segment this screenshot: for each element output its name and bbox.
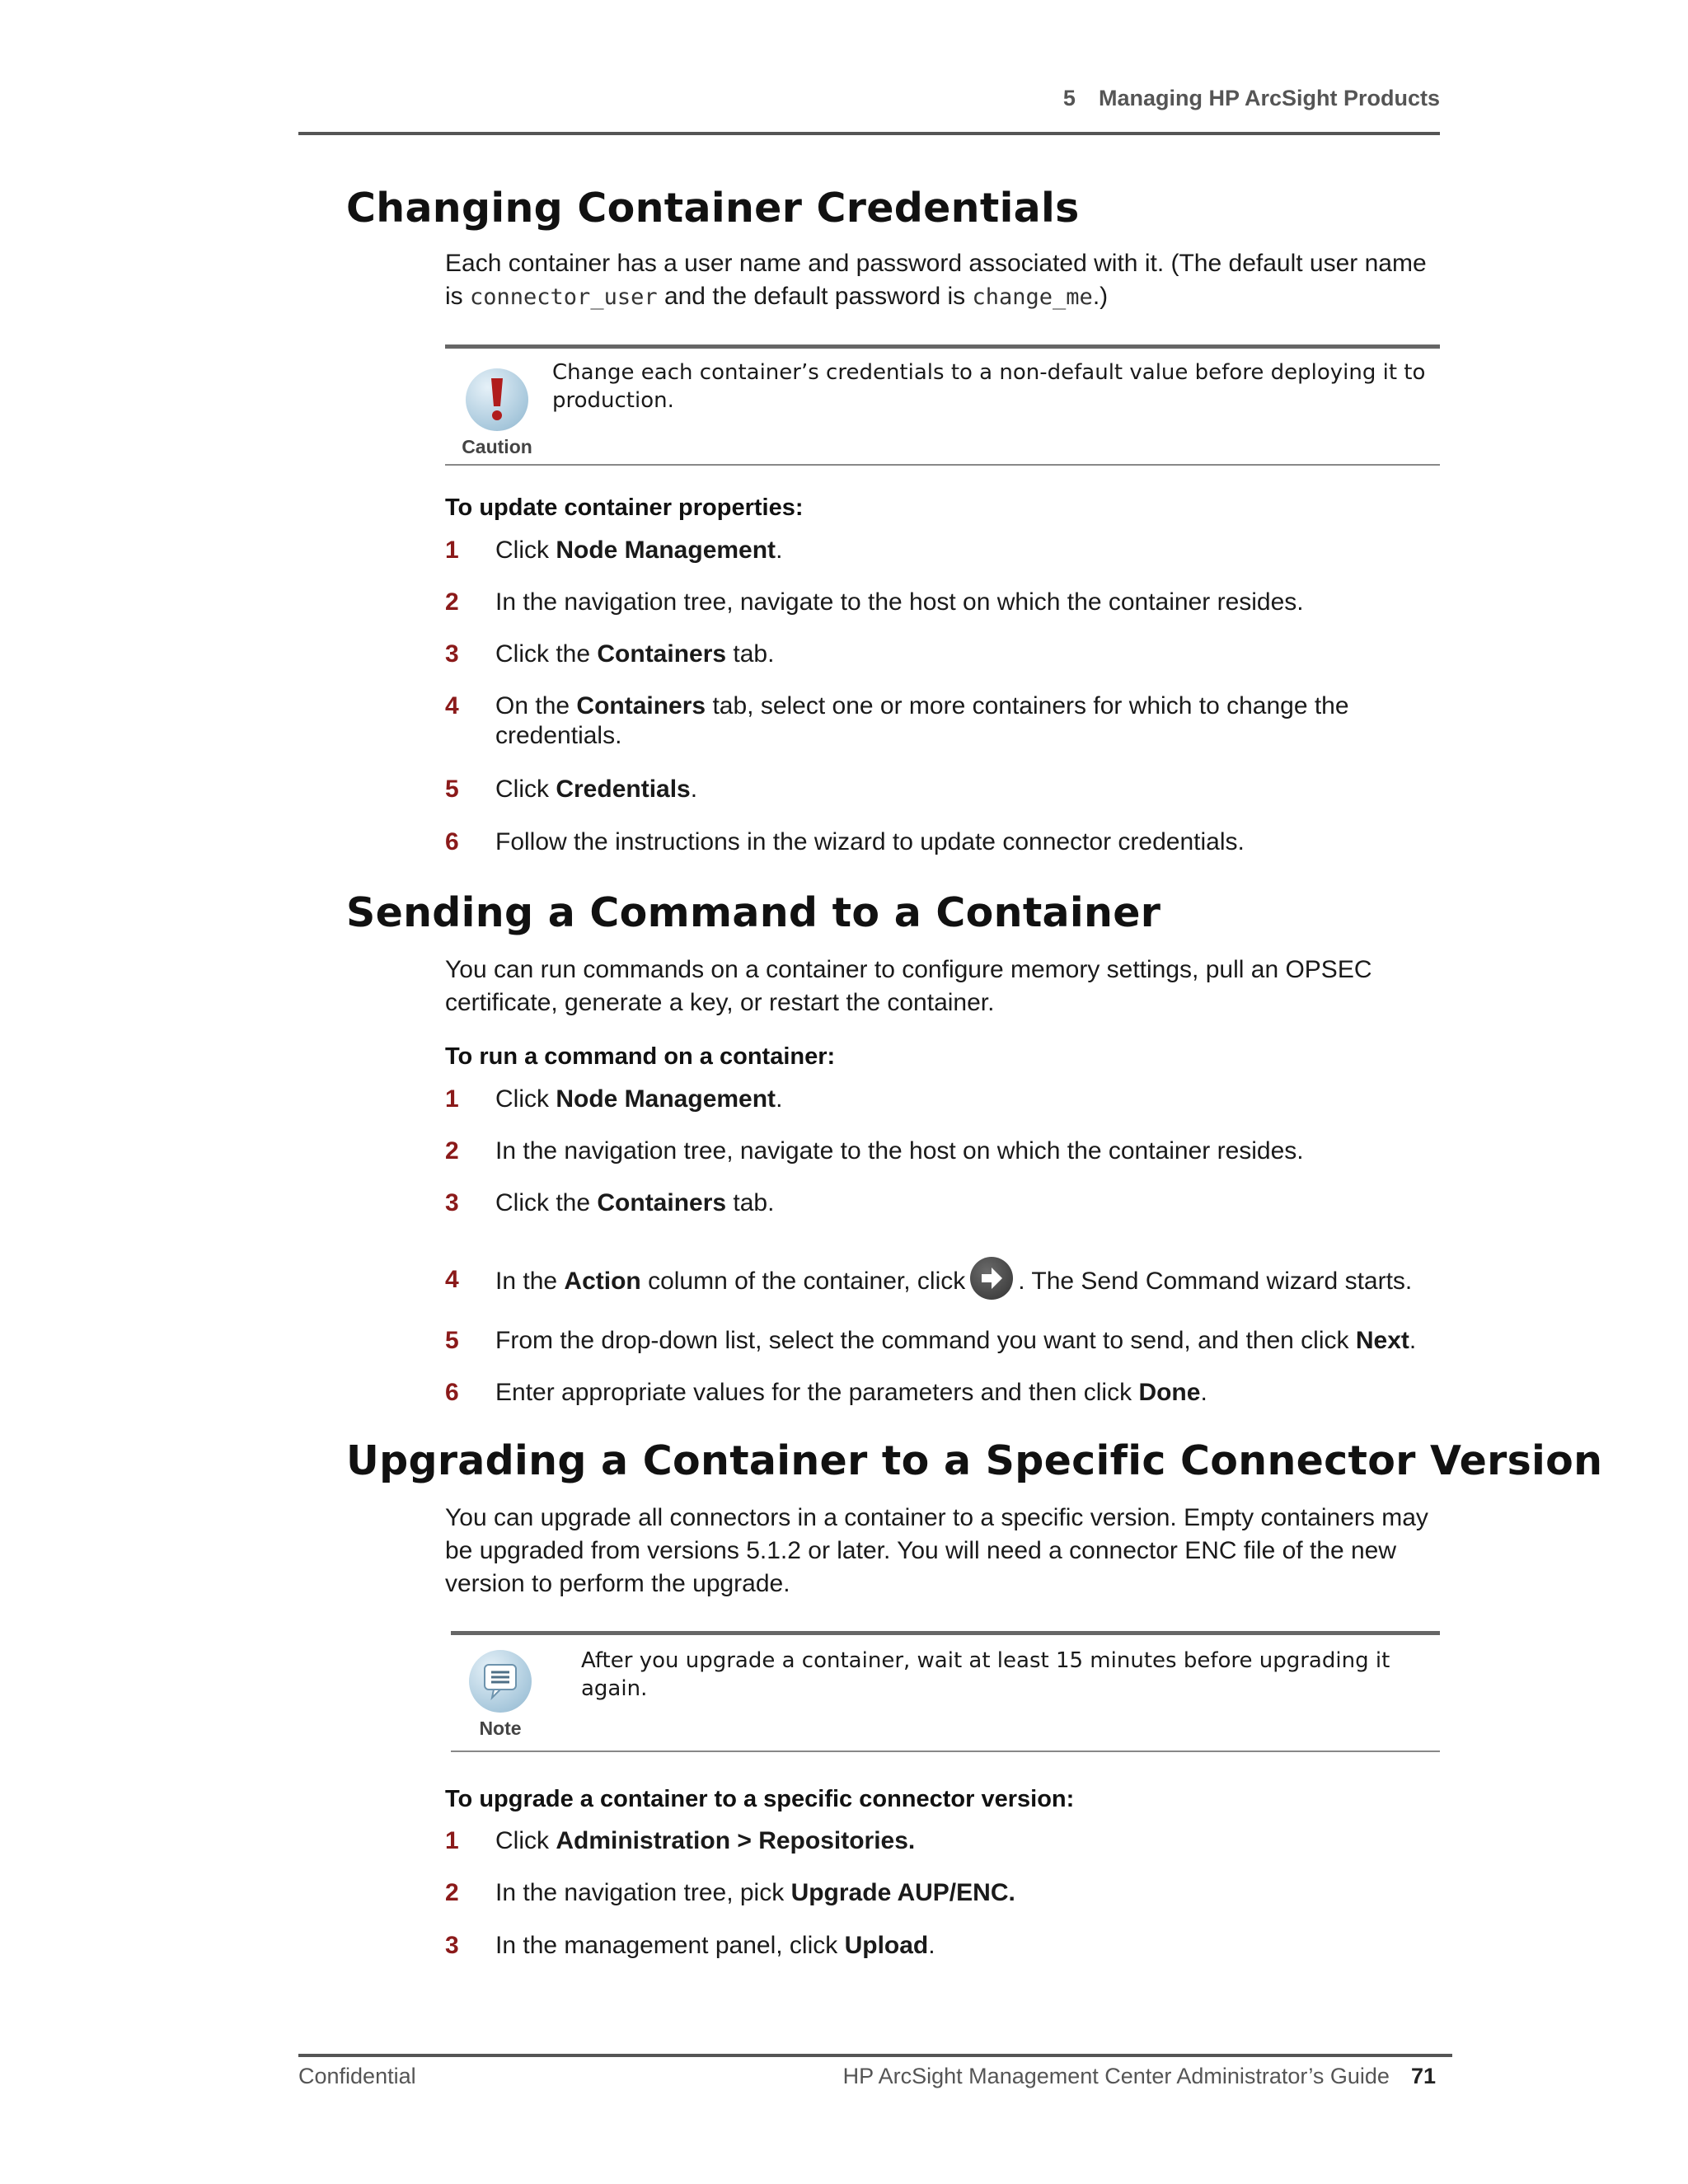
credentials-step-3: 3 Click the Containers tab. [445, 640, 775, 668]
default-password-code: change_me [972, 284, 1093, 310]
section-title-credentials: Changing Container Credentials [346, 185, 1080, 232]
note-text: After you upgrade a container, wait at least 15 minutes before upgrading it again. [581, 1648, 1390, 1701]
step-number: 4 [445, 692, 459, 719]
caution-text: Change each container’s credentials to a non-default value before deploying it to production. [552, 360, 1426, 413]
command-step-2: 2 In the navigation tree, navigate to the host on which the container resides. [445, 1137, 1304, 1165]
caution-badge [452, 368, 542, 458]
caution-icon [466, 368, 528, 431]
credentials-step-5: 5 Click Credentials. [445, 776, 698, 803]
command-step-1: 1 Click Node Management. [445, 1085, 783, 1113]
credentials-step-6: 6 Follow the instructions in the wizard to update connector credentials. [445, 828, 1245, 855]
step-number: 1 [445, 1085, 459, 1113]
default-user-code: connector_user [470, 284, 658, 310]
footer-confidential: Confidential [298, 2064, 416, 2088]
procedure-title-credentials: To update container properties: [445, 494, 804, 521]
credentials-step-2: 2 In the navigation tree, navigate to the host on which the container resides. [445, 588, 1304, 616]
section-title-upgrade: Upgrading a Container to a Specific Connector Version [346, 1437, 1603, 1484]
step-number: 2 [445, 1879, 459, 1906]
step-number: 5 [445, 1327, 459, 1354]
page-number: 71 [1410, 2064, 1436, 2088]
section-title-command: Sending a Command to a Container [346, 889, 1161, 936]
upgrade-intro: You can upgrade all connectors in a container to a specific version. Empty containers may be upgraded from versions 5.1.2 or later. You will need a connector ENC file of the new version to perform the upgrade. [445, 1504, 1428, 1597]
command-step-5: 5 From the drop-down list, select the command you want to send, and then click Next. [445, 1327, 1417, 1354]
command-step-4: 4 In the Action column of the container, click . The Send Command wizard starts. [445, 1265, 1447, 1298]
credentials-step-4: 4 On the Containers tab, select one or more containers for which to change the credentials. [445, 692, 1349, 749]
chapter-title: Managing HP ArcSight Products [1098, 86, 1440, 110]
caution-callout [445, 344, 1440, 466]
upgrade-step-1: 1 Click Administration > Repositories. [445, 1827, 916, 1854]
page-footer [298, 2054, 1452, 2090]
step-number: 1 [445, 1827, 459, 1854]
step-number: 4 [445, 1266, 459, 1293]
send-command-arrow-icon[interactable] [970, 1257, 1013, 1300]
step-number: 1 [445, 537, 459, 564]
step-number: 2 [445, 588, 459, 616]
chapter-number: 5 [1062, 86, 1076, 110]
footer-guide-title: HP ArcSight Management Center Administrator’s Guide [842, 2064, 1390, 2088]
step-number: 3 [445, 1189, 459, 1216]
procedure-title-command: To run a command on a container: [445, 1043, 836, 1070]
step-number: 2 [445, 1137, 459, 1165]
note-label: Note [479, 1718, 522, 1739]
command-step-3: 3 Click the Containers tab. [445, 1189, 775, 1216]
note-icon [469, 1650, 532, 1713]
step-number: 3 [445, 640, 459, 668]
upgrade-step-3: 3 In the management panel, click Upload. [445, 1932, 935, 1959]
procedure-title-upgrade: To upgrade a container to a specific connector version: [445, 1786, 1075, 1812]
note-callout [451, 1631, 1440, 1752]
credentials-intro: Each container has a user name and password associated with it. (The default user name is connector_user and the default password is change_me.) [445, 250, 1427, 310]
caution-label: Caution [462, 436, 532, 457]
note-badge [459, 1650, 542, 1740]
upgrade-step-2: 2 In the navigation tree, pick Upgrade AUP/ENC. [445, 1879, 1015, 1906]
step-number: 5 [445, 776, 459, 803]
step-number: 6 [445, 1379, 459, 1406]
page-header [298, 86, 1440, 135]
step-number: 3 [445, 1932, 459, 1959]
credentials-step-1: 1 Click Node Management. [445, 537, 783, 564]
command-step-6: 6 Enter appropriate values for the parameters and then click Done. [445, 1379, 1207, 1406]
command-intro: You can run commands on a container to configure memory settings, pull an OPSEC certificate, generate a key, or restart the container. [445, 956, 1372, 1016]
step-number: 6 [445, 828, 459, 855]
